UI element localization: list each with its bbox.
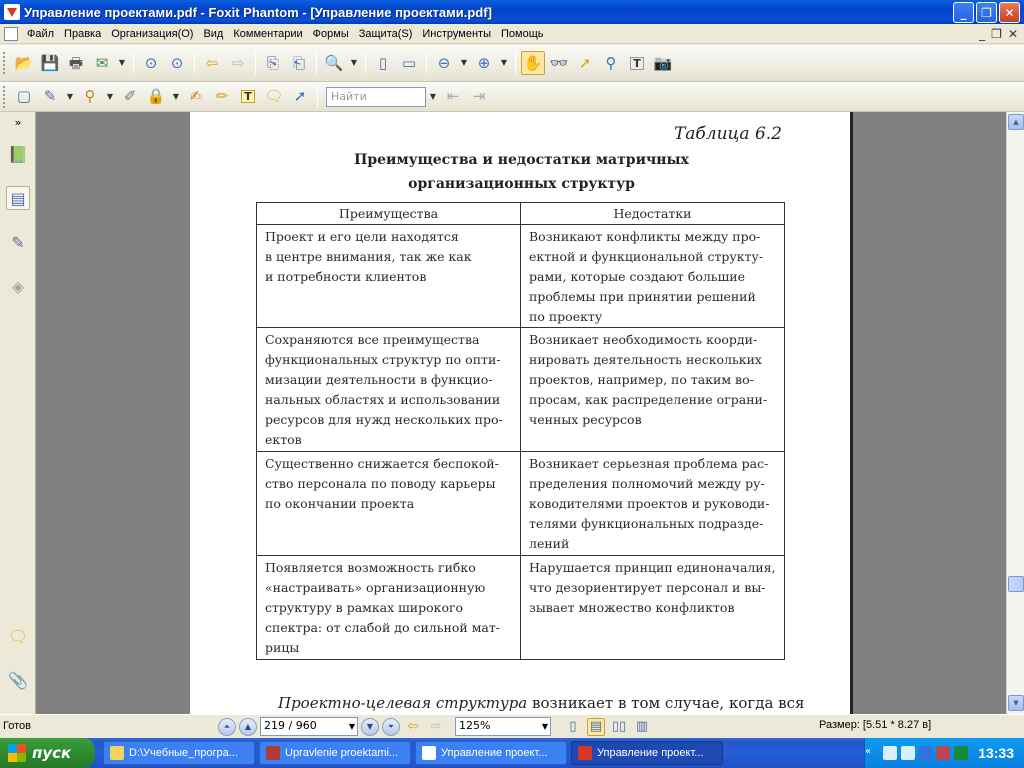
page-down-icon[interactable]: ⊙ — [170, 53, 184, 72]
network-icon[interactable] — [883, 746, 897, 760]
header-advantages: Преимущества — [257, 203, 521, 225]
comparison-table — [256, 202, 785, 660]
stamp-dropdown-icon[interactable]: ▼ — [106, 91, 114, 101]
windows-flag-icon — [8, 744, 26, 762]
expand-panel-icon[interactable]: » — [14, 115, 22, 129]
comments-list-icon[interactable]: ✎ — [11, 232, 25, 252]
bookmarks-icon[interactable]: 📗 — [8, 144, 28, 164]
table-cell: Сохраняются все преимущества функциональных структур по опти- мизации деятельности в функцио- нальных областях и использовании ресурсов для нужд нескольких про- ектов — [257, 328, 521, 452]
zoom-out-icon[interactable]: ⊖ — [437, 53, 451, 72]
status-ready: Готов — [3, 720, 31, 732]
taskbar-item[interactable] — [415, 741, 567, 765]
lock-icon[interactable]: 🔒 — [146, 87, 166, 105]
back-arrow-icon[interactable]: ⇦ — [205, 53, 219, 72]
volume-icon[interactable] — [901, 746, 915, 760]
zoom-in-dropdown-icon[interactable]: ▼ — [500, 58, 508, 67]
table-row — [257, 452, 785, 556]
header-disadvantages: Недостатки — [521, 203, 785, 225]
stamp-icon[interactable]: ⚲ — [84, 87, 96, 105]
chevron-down-icon[interactable]: ▼ — [541, 722, 548, 731]
table-row — [257, 328, 785, 452]
table-caption: Таблица 6.2 — [673, 124, 782, 144]
start-label: пуск — [32, 744, 72, 762]
print-icon[interactable]: 🖶 — [68, 53, 84, 72]
forward-arrow-icon[interactable]: ⇨ — [231, 53, 245, 72]
document-view[interactable] — [36, 112, 1006, 714]
menu-edit[interactable]: Правка — [64, 27, 102, 40]
menu-help[interactable]: Помощь — [500, 27, 544, 40]
taskbar-item-label: Управление проект... — [441, 747, 548, 759]
fit-page-icon[interactable]: ▯ — [378, 53, 388, 72]
maximize-button[interactable]: ❐ — [976, 2, 997, 23]
binoculars-icon[interactable]: ⚲ — [605, 53, 617, 72]
table-row — [257, 556, 785, 660]
foxit-icon — [578, 746, 592, 760]
history-forward-icon[interactable]: ⇨ — [430, 719, 442, 734]
comment-toolbar — [0, 82, 1024, 112]
taskbar-item[interactable] — [103, 741, 255, 765]
attachment-paperclip-icon[interactable]: 📎 — [8, 670, 28, 690]
table-cell: Появляется возможность гибко «настраивать» организационную структуру в рамках широкого спектра: от слабой до сильной мат- рицы — [257, 556, 521, 660]
app-tray-icon[interactable] — [954, 746, 968, 760]
scroll-down-icon[interactable]: ▼ — [1008, 695, 1024, 711]
edit-pencil-icon[interactable]: ✏ — [215, 87, 229, 105]
doc-close-button[interactable]: ✕ — [1007, 27, 1018, 41]
extract-page-icon[interactable]: ⎗ — [292, 53, 305, 72]
hand-tool-icon[interactable]: ✋ — [521, 51, 545, 75]
zoom-level-value: 125% — [459, 719, 491, 732]
menu-organize[interactable]: Организация(O) — [111, 27, 194, 40]
toolbar-grip-2[interactable] — [3, 86, 7, 108]
doc-minimize-button[interactable]: _ — [979, 27, 986, 41]
clock[interactable]: 13:33 — [978, 745, 1014, 761]
table-cell: Возникает необходимость коорди- нировать деятельность нескольких проектов, например, по таким во- просам, как распределение ограни- ченных ресурсов — [521, 328, 785, 452]
pdf-page — [190, 112, 853, 714]
next-page-icon[interactable]: ▼ — [361, 718, 379, 736]
edit-document-icon[interactable]: ✎ — [43, 87, 57, 105]
menu-tools[interactable]: Инструменты — [422, 27, 491, 40]
zoom-in-icon[interactable]: ⊕ — [477, 53, 491, 72]
minimize-button[interactable]: _ — [953, 2, 974, 23]
last-page-icon[interactable]: ⏷ — [382, 718, 400, 736]
flag-tray-icon[interactable] — [936, 746, 950, 760]
arrow-tool-icon[interactable]: ➚ — [293, 87, 307, 105]
left-navigation-panel — [0, 112, 36, 714]
foxit-app-icon[interactable] — [4, 4, 20, 20]
lock-dropdown-icon[interactable]: ▼ — [172, 91, 180, 101]
taskbar-item-active[interactable] — [571, 741, 723, 765]
menu-view[interactable]: Вид — [203, 27, 224, 40]
close-button[interactable]: ✕ — [999, 2, 1020, 23]
document-icon — [422, 746, 436, 760]
menu-forms[interactable]: Формы — [312, 27, 349, 40]
table-title-line-2: организационных структур — [408, 176, 635, 192]
continuous-view-icon[interactable]: ▤ — [587, 718, 605, 736]
menu-comments[interactable]: Комментарии — [233, 27, 303, 40]
sign-pen-icon[interactable]: ✍ — [189, 87, 203, 105]
email-icon[interactable]: ✉ — [95, 53, 109, 72]
find-next-icon[interactable]: ⇥ — [472, 87, 486, 105]
typewriter-icon[interactable]: T — [236, 85, 260, 109]
scroll-up-icon[interactable]: ▲ — [1008, 114, 1024, 130]
facing-view-icon[interactable]: ▯▯ — [611, 719, 627, 734]
archive-icon — [266, 746, 280, 760]
chevron-down-icon[interactable]: ▼ — [348, 722, 355, 731]
table-cell: Возникают конфликты между про- ектной и функциональной структу- рами, которые создают большие проблемы при принятии решений по проекту — [521, 225, 785, 328]
menu-protect[interactable]: Защита(S) — [358, 27, 413, 40]
search-dropdown-icon[interactable]: ▼ — [429, 91, 437, 101]
zoom-level-input[interactable] — [455, 717, 551, 736]
window-title: Управление проектами.pdf - Foxit Phantom - [Управление проектами.pdf] — [24, 4, 492, 20]
zoom-dropdown-icon[interactable]: ▼ — [350, 58, 358, 67]
window-frame-icon[interactable]: ▢ — [16, 87, 32, 105]
menu-bar — [0, 24, 1024, 44]
taskbar-item-label: D:\Учебные_програ... — [129, 747, 238, 759]
table-cell: Возникает серьезная проблема рас- пределения полномочий между ру- ководителями проектов и руководи- телями функциональных подразде- лений — [521, 452, 785, 556]
scroll-thumb[interactable] — [1008, 576, 1024, 592]
start-button[interactable] — [0, 738, 95, 768]
table-header-row — [257, 203, 785, 225]
snapshot-camera-icon[interactable]: 📷 — [653, 53, 673, 72]
page-up-icon[interactable]: ⊙ — [144, 53, 158, 72]
table-row — [257, 225, 785, 328]
history-back-icon[interactable]: ⇦ — [407, 719, 419, 734]
zoom-in-magnifier-icon[interactable]: 🔍 — [324, 53, 344, 72]
page-number-value: 219 / 960 — [264, 719, 317, 732]
language-icon[interactable] — [919, 746, 933, 760]
table-cell: Проект и его цели находятся в центре внимания, так же как и потребности клиентов — [257, 225, 521, 328]
find-previous-icon[interactable]: ⇤ — [446, 87, 460, 105]
taskbar-item[interactable] — [259, 741, 411, 765]
previous-page-icon[interactable]: ▲ — [239, 718, 257, 736]
text-select-icon[interactable]: T — [625, 51, 649, 75]
zoom-out-dropdown-icon[interactable]: ▼ — [460, 58, 468, 67]
table-cell: Нарушается принцип единоначалия, что дезориентирует персонал и вы- зывает множество конфликтов — [521, 556, 785, 660]
main-toolbar — [0, 45, 1024, 82]
tray-expand-icon[interactable]: « — [865, 746, 872, 757]
document-icon[interactable] — [4, 27, 18, 41]
save-icon[interactable]: 💾 — [40, 53, 60, 72]
search-input[interactable]: Найти — [326, 87, 426, 107]
layers-icon[interactable]: ◈ — [11, 276, 25, 296]
page-size-label: Размер: [5.51 * 8.27 в] — [819, 719, 932, 731]
doc-restore-button[interactable]: ❐ — [991, 27, 1002, 41]
page-number-input[interactable] — [260, 717, 358, 736]
folder-icon — [110, 746, 124, 760]
open-folder-icon[interactable]: 📂 — [14, 53, 34, 72]
notes-icon[interactable]: 🗨 — [7, 626, 29, 646]
menu-file[interactable]: Файл — [27, 27, 55, 40]
taskbar-item-label: Upravlenie proektami... — [285, 747, 399, 759]
system-tray — [864, 738, 1024, 768]
select-tool-icon[interactable]: ➚ — [578, 53, 592, 72]
loupe-tool-icon[interactable]: 👓 — [549, 53, 569, 72]
status-bar — [0, 714, 1024, 738]
table-title-line-1: Преимущества и недостатки матричных — [354, 152, 689, 168]
body-text-rest: возникает в том случае, когда вся — [527, 694, 805, 712]
first-page-icon[interactable]: ⏶ — [218, 718, 236, 736]
email-dropdown-icon[interactable]: ▼ — [118, 58, 126, 67]
pages-icon[interactable]: ▤ — [6, 186, 30, 210]
toolbar-grip[interactable] — [3, 52, 7, 74]
body-text-italic: Проектно-целевая структура — [278, 694, 528, 712]
body-text-line — [278, 694, 804, 712]
insert-page-icon[interactable]: ⎘ — [266, 53, 279, 72]
windows-taskbar — [0, 738, 1024, 768]
single-page-view-icon[interactable]: ▯ — [569, 719, 577, 734]
highlight-pen-icon[interactable]: ✐ — [123, 87, 137, 105]
continuous-facing-view-icon[interactable]: ▥ — [635, 719, 649, 734]
taskbar-item-label: Управление проект... — [597, 747, 704, 759]
vertical-scrollbar[interactable] — [1006, 112, 1024, 714]
comment-note-icon[interactable]: 🗨 — [264, 87, 284, 105]
title-bar — [0, 0, 1024, 24]
table-cell: Существенно снижается беспокой- ство персонала по поводу карьеры по окончании проекта — [257, 452, 521, 556]
edit-dropdown-icon[interactable]: ▼ — [66, 91, 74, 101]
fit-width-icon[interactable]: ▭ — [401, 53, 417, 72]
